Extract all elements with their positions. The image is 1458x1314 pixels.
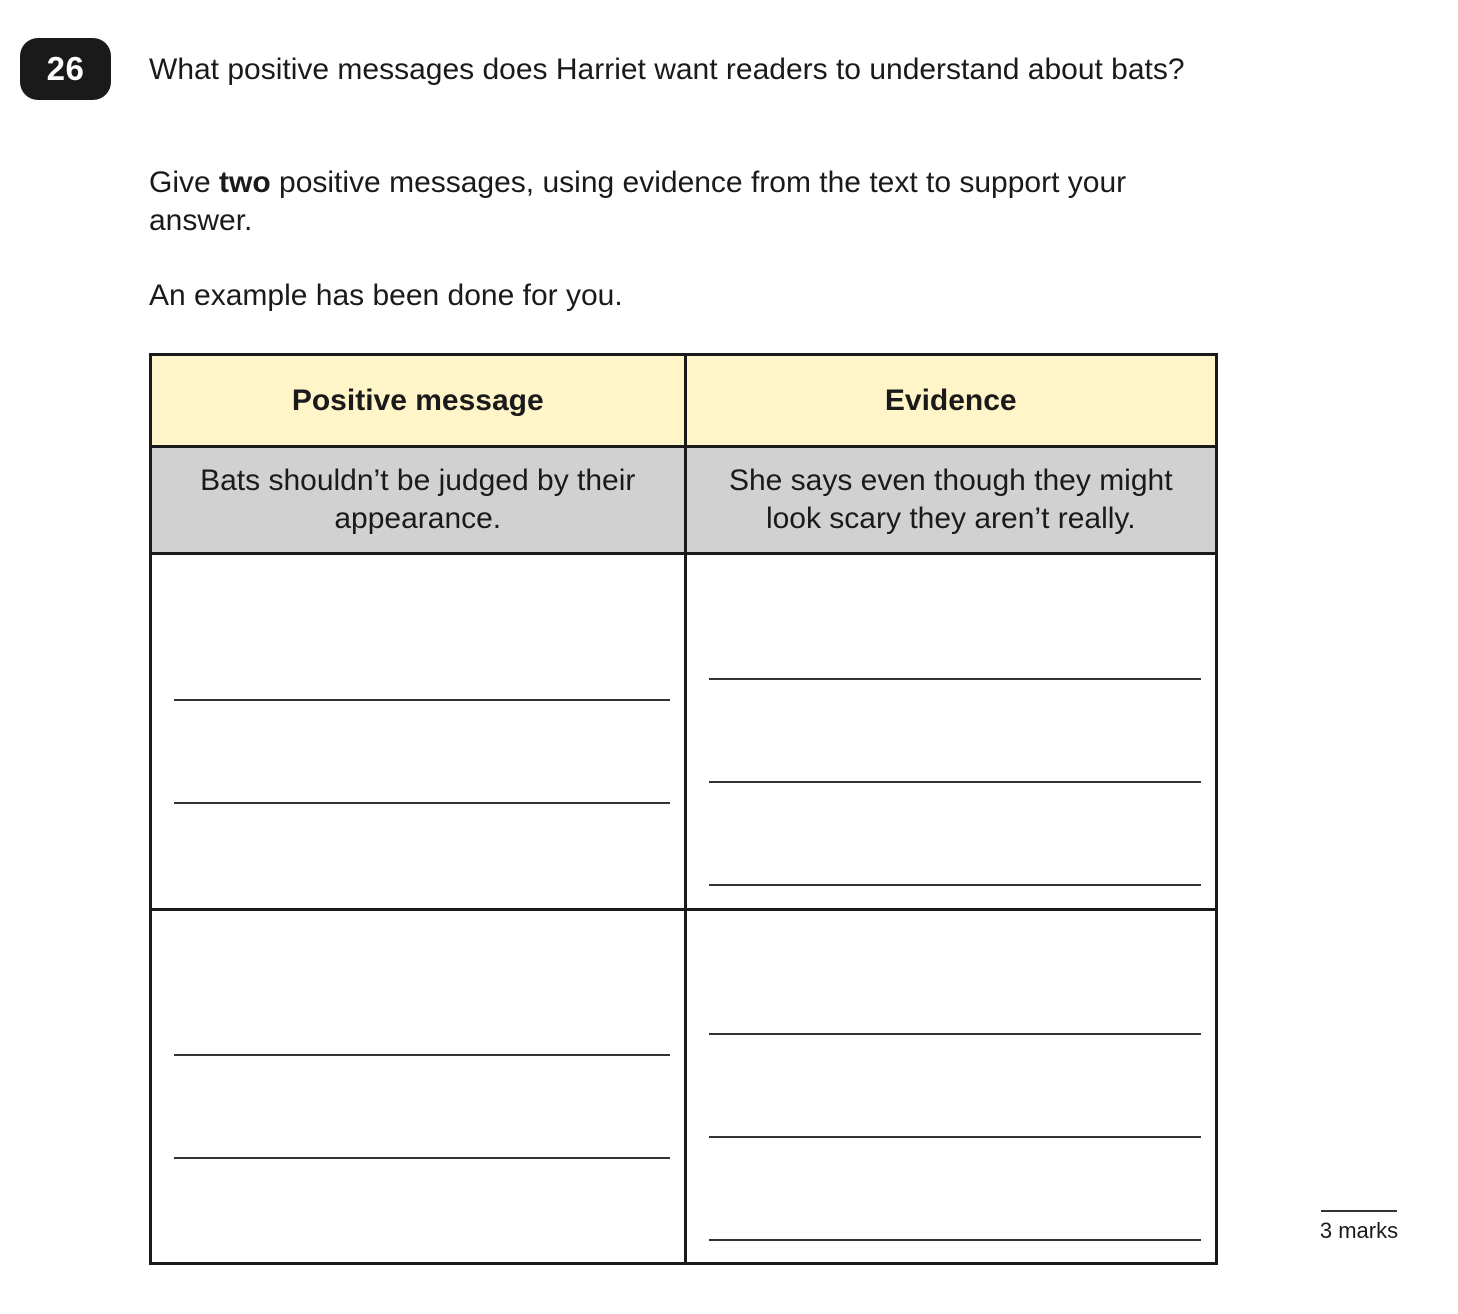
table-header-row: [152, 356, 1215, 448]
writing-line: [174, 1054, 670, 1056]
writing-line: [709, 1136, 1202, 1138]
question-instruction: [149, 164, 1209, 240]
instruction-text-post: positive messages, using evidence from the text to support your answer.: [149, 166, 1127, 237]
answer-1-evidence-cell[interactable]: [684, 555, 1216, 908]
instruction-emphasis: two: [219, 166, 271, 199]
example-positive-message: Bats shouldn’t be judged by their appearance.: [200, 464, 636, 535]
answer-table: [149, 353, 1218, 1265]
answer-2-evidence-cell[interactable]: [684, 911, 1216, 1262]
answer-row-2: [152, 911, 1215, 1262]
example-row: [152, 448, 1215, 555]
writing-line: [709, 678, 1202, 680]
answer-2-message-cell[interactable]: [152, 911, 684, 1262]
writing-line: [174, 802, 670, 804]
writing-line: [709, 1239, 1202, 1241]
writing-line: [174, 1157, 670, 1159]
header-positive-message: Positive message: [291, 383, 544, 417]
example-note: An example has been done for you.: [149, 279, 623, 312]
writing-line: [709, 1033, 1202, 1035]
writing-line: [174, 699, 670, 701]
answer-row-1: [152, 555, 1215, 911]
question-number: 26: [20, 38, 111, 100]
writing-line: [709, 884, 1202, 886]
answer-1-message-cell[interactable]: [152, 555, 684, 908]
example-evidence: She says even though they might look scary they aren’t really.: [684, 448, 1216, 552]
instruction-text-pre: Give: [149, 166, 220, 199]
marks-divider: [1321, 1210, 1397, 1212]
header-evidence: Evidence: [684, 356, 1216, 445]
writing-line: [709, 781, 1202, 783]
marks-label: 3 marks: [1319, 1218, 1399, 1243]
question-prompt: What positive messages does Harriet want readers to understand about bats?: [149, 53, 1185, 86]
